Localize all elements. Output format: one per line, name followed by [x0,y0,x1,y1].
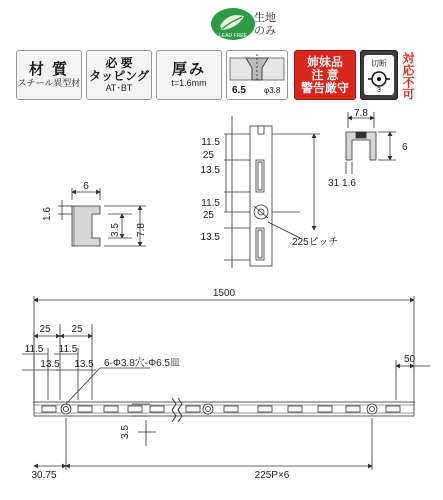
dim-front-3: 13.5 [200,165,220,176]
tapping-title2: タッピング [89,68,149,83]
dim-bottom-pitch: 225P×6 [254,470,290,481]
dim-front-2: 25 [202,150,214,161]
dim-bottom-25b: 25 [71,324,83,335]
cut-num: 3 [377,87,381,94]
section-small [58,188,146,246]
dim-front-6: 13.5 [200,232,220,243]
bottom-view [22,296,430,470]
dim-right-thick: 1.6 [342,178,356,189]
dim-bottom-3075: 30.75 [31,470,57,481]
dim-bottom-115b: 11.5 [58,344,78,355]
screw-label-1: 6.5 [232,85,246,96]
dim-front-5: 25 [202,210,214,221]
dim-total-length: 1500 [212,288,236,299]
dim-section-width: 6 [83,181,89,192]
dimension-labels [25,108,416,481]
dim-front-4: 11.5 [201,198,220,209]
dim-right-width: 7.8 [354,108,368,119]
cut-label: 切断 [371,59,387,68]
dim-bottom-135a: 13.5 [40,359,60,370]
dim-bottom-115a: 11.5 [24,344,44,355]
dim-section-outer: 7.8 [136,223,147,237]
thickness-title: 厚み [171,61,206,78]
dim-right-height: 6 [402,142,408,153]
eco-label-line2: のみ [254,25,276,37]
screw-label-2: φ3.8 [264,86,281,95]
thickness-sub: t=1.6mm [171,78,207,88]
dim-bottom-50: 50 [404,354,416,365]
dim-section-inner: 3.5 [110,223,121,237]
tapping-title1: 必 要 [105,55,133,70]
dim-front-7: 31 [328,178,340,189]
tapping-sub: AT･BT [105,82,133,93]
sister-line2: 注 意 [311,67,339,82]
sister-line3: 警告厳守 [300,80,349,95]
dim-front-1: 11.5 [201,137,220,148]
dim-section-thick: 1.6 [42,207,53,221]
dim-bottom-35: 3.5 [120,425,131,439]
material-title: 材 質 [28,61,70,78]
eco-inner-text: LEAD FREE [219,33,247,39]
eco-label-line1: 生地 [254,12,276,24]
section-right [346,112,396,174]
material-sub: スチール異型材 [17,78,81,88]
dim-bottom-25a: 25 [39,324,51,335]
no-cut-label: 対応不可 [401,52,415,100]
dim-bottom-135b: 13.5 [74,359,94,370]
sister-line1: 姉妹品 [306,54,343,69]
dim-front-pitch: 225ピッチ [292,237,339,248]
dim-bottom-holes: 6-Φ3.8穴-Φ6.5皿 [104,358,180,369]
